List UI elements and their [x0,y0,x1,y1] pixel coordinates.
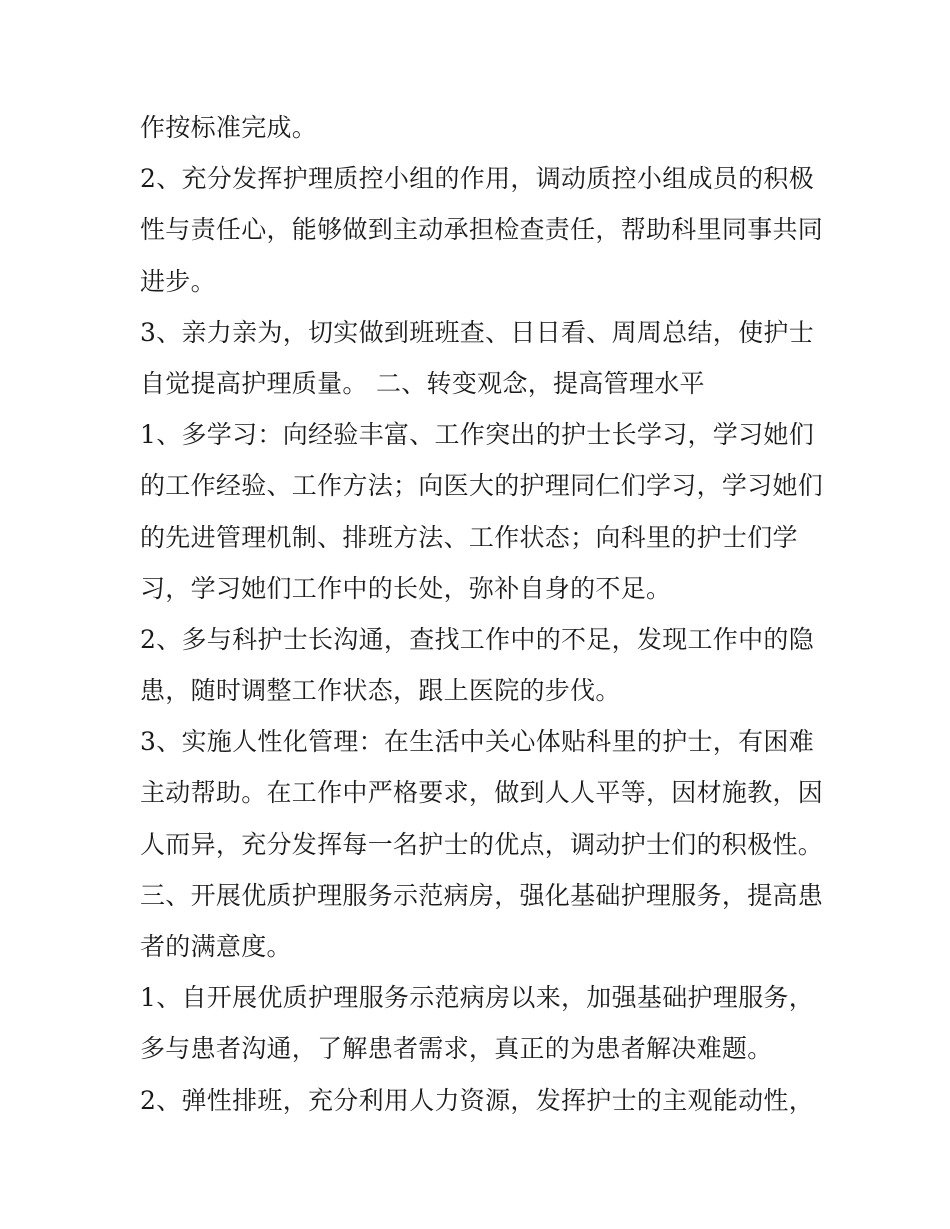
text-line: 自觉提高护理质量。 二、转变观念，提高管理水平 [140,368,705,398]
text-line: 作按标准完成。 [140,113,318,142]
text-line: 2、多与科护士长沟通，查找工作中的不足，发现工作中的隐 [140,624,815,654]
text-line: 2、充分发挥护理质控小组的作用，调动质控小组成员的积极 [140,164,815,194]
text-line: 2、弹性排班，充分利用人力资源，发挥护士的主观能动性， [140,1085,815,1115]
text-line: 主动帮助。在工作中严格要求，做到人人平等，因材施教，因 [140,778,824,808]
text-line: 的先进管理机制、排班方法、工作状态；向科里的护士们学 [140,522,798,552]
text-line: 多与患者沟通，了解患者需求，真正的为患者解决难题。 [140,1034,773,1064]
text-line: 进步。 [140,266,216,296]
text-line: 1、自开展优质护理服务示范病房以来，加强基础护理服务， [140,983,815,1013]
document-body [140,108,824,1132]
text-line: 3、实施人性化管理：在生活中关心体贴科里的护士，有困难 [140,727,815,757]
text-line: 习，学习她们工作中的长处，弥补自身的不足。 [140,573,672,603]
text-line: 人而异，充分发挥每一名护士的优点，调动护士们的积极性。 [140,829,824,859]
text-line: 3、亲力亲为，切实做到班班查、日日看、周周总结，使护士 [140,317,815,347]
text-line: 患，随时调整工作状态，跟上医院的步伐。 [140,676,621,706]
text-line: 的工作经验、工作方法；向医大的护理同仁们学习，学习她们 [140,471,824,501]
text-line: 者的满意度。 [140,932,292,961]
text-line: 性与责任心，能够做到主动承担检查责任，帮助科里同事共同 [140,215,824,245]
text-line: 1、多学习：向经验丰富、工作突出的护士长学习，学习她们 [140,420,815,450]
text-line: 三、开展优质护理服务示范病房，强化基础护理服务，提高患 [140,880,824,910]
